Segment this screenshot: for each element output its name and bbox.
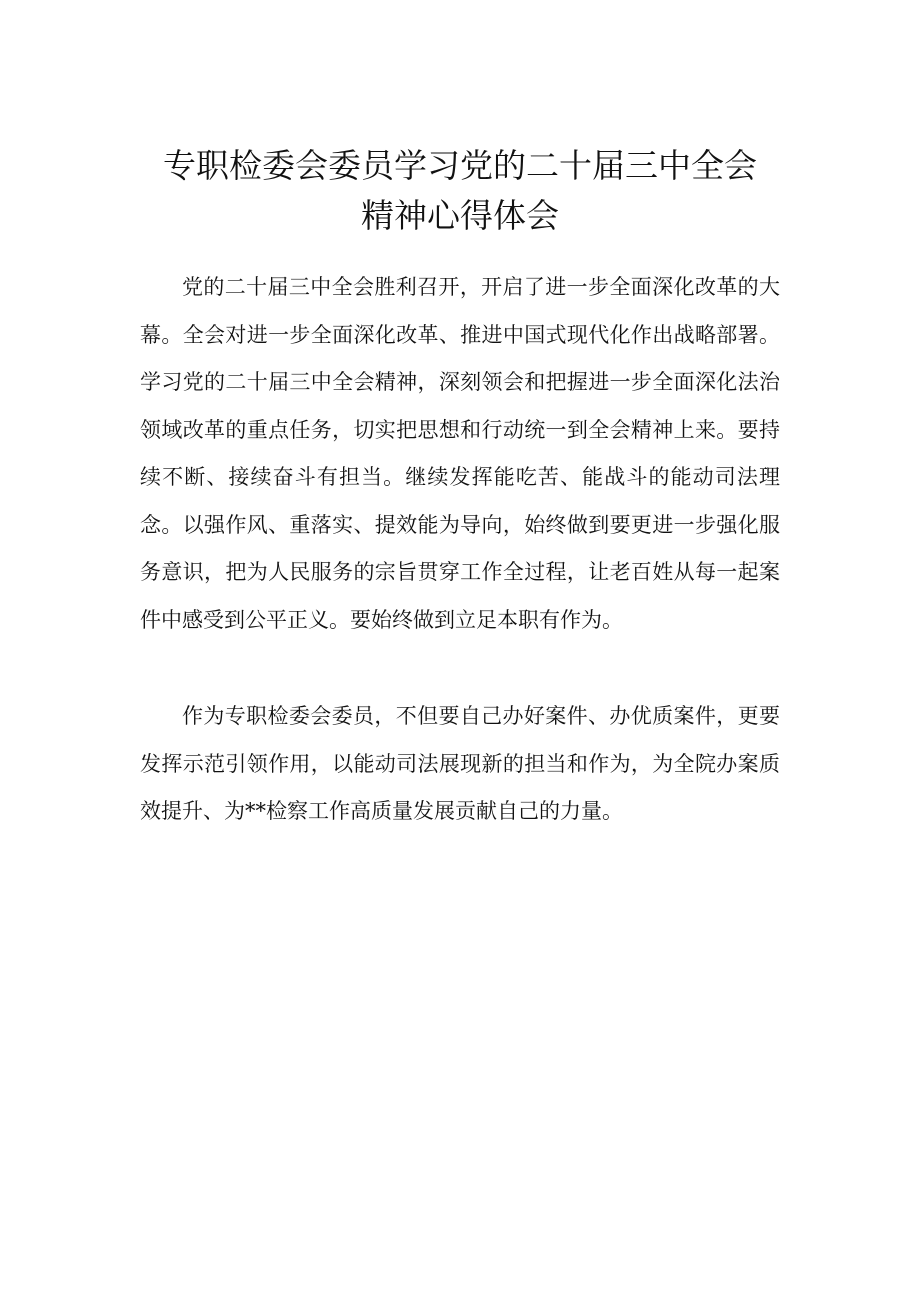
document-title-line-2: 精神心得体会 xyxy=(361,196,559,235)
body-paragraph-2: 作为专职检委会委员，不但要自己办好案件、办优质案件，更要发挥示范引领作用，以能动司法展现新的担当和作为，为全院办案质效提升、为**检察工作高质量发展贡献自己的力量。 xyxy=(140,704,780,823)
document-title-line-1: 专职检委会委员学习党的二十届三中全会 xyxy=(163,146,757,185)
body-paragraph-1: 党的二十届三中全会胜利召开，开启了进一步全面深化改革的大幕。全会对进一步全面深化改革、推进中国式现代化作出战略部署。学习党的二十届三中全会精神，深刻领会和把握进一步全面深化法治领域改革的重点任务，切实把思想和行动统一到全会精神上来。要持续不断、接续奋斗有担当。继续发挥能吃苦、能战斗的能动司法理念。以强作风、重落实、提效能为导向，始终做到要更进一步强化服务意识，把为人民服务的宗旨贯穿工作全过程，让老百姓从每一起案件中感受到公平正义。要始终做到立足本职有作为。 xyxy=(140,275,780,632)
